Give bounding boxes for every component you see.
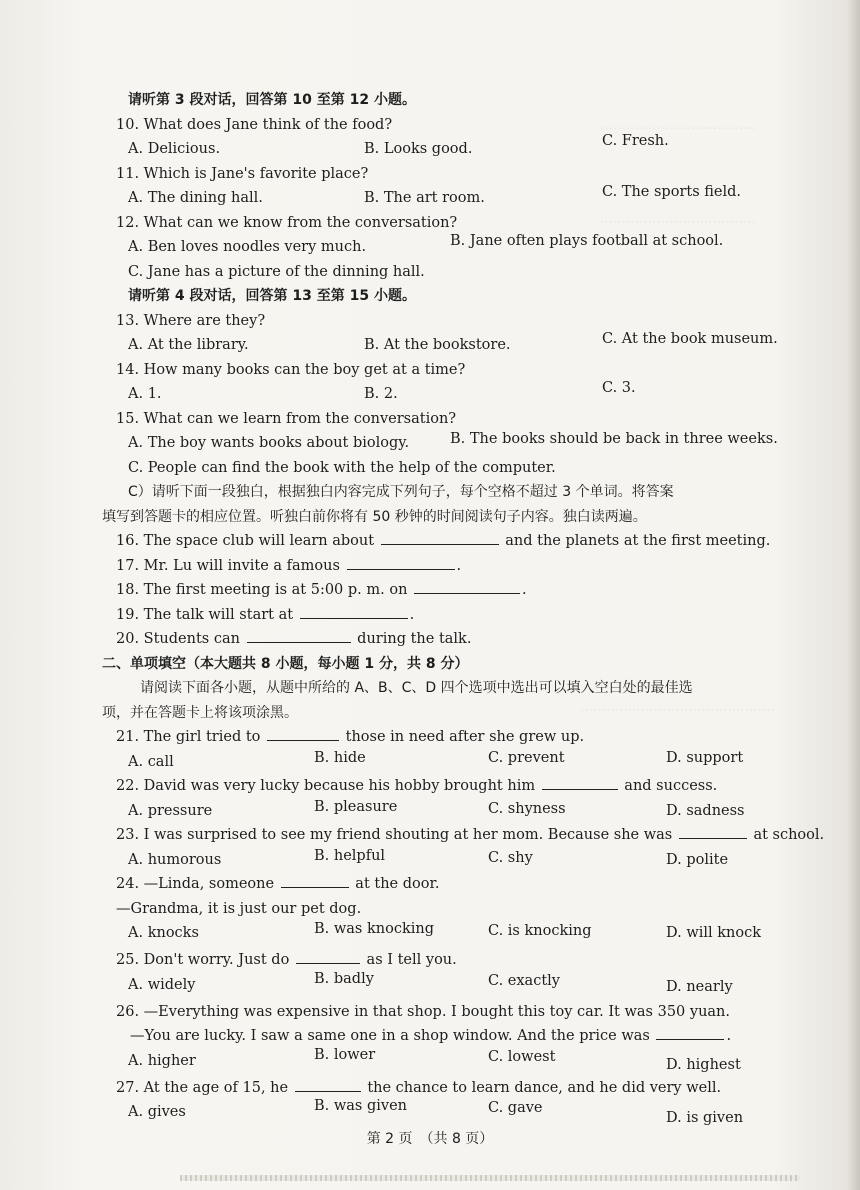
part-two-instruction-cont: 项，并在答题卡上将该项涂黑。 (102, 704, 298, 721)
answer-blank (656, 1025, 724, 1040)
options-15 (116, 431, 816, 456)
options-14 (116, 382, 816, 407)
options-23 (116, 848, 816, 873)
answer-blank (300, 604, 408, 619)
option-a: A. gives (128, 1104, 186, 1120)
question-25 (116, 948, 816, 973)
option-b: B. lower (314, 1046, 376, 1063)
part-two-title: 二、单项填空（本大题共 8 小题，每小题 1 分，共 8 分） (102, 655, 469, 672)
option-a: A. call (128, 753, 174, 770)
option-c: C. 3. (602, 380, 636, 396)
question-27 (116, 1076, 816, 1101)
stem-end: as I tell you. (366, 952, 457, 968)
answer-blank (281, 873, 349, 888)
options-25 (116, 970, 816, 1000)
options-27 (116, 1100, 816, 1127)
sentence-start: 16. The space club will learn about (116, 533, 375, 549)
page-edge-shadow (846, 0, 860, 1190)
option-c: C. shy (488, 849, 533, 866)
stem-end: the chance to learn dance, and he did very well. (367, 1079, 722, 1096)
option-b: B. The books should be back in three weeks. (450, 431, 778, 447)
bleed-through-text: ……………………………… (600, 212, 756, 227)
monologue-19 (116, 603, 816, 628)
option-b: B. Looks good. (364, 141, 473, 157)
bleed-through-text: ……………………………… (600, 118, 756, 133)
answer-blank (295, 1077, 361, 1092)
monologue-18 (116, 578, 816, 603)
option-c-15: C. People can find the book with the help of the computer. (128, 459, 556, 476)
option-d: D. sadness (666, 802, 745, 819)
options-11 (116, 186, 816, 211)
option-a: A. widely (128, 976, 196, 993)
dialogue-reply-24: —Grandma, it is just our pet dog. (116, 900, 362, 917)
section-header: 请听第 4 段对话，回答第 13 至第 15 小题。 (128, 288, 416, 304)
sentence-end: . (409, 606, 415, 623)
option-d: D. will knock (666, 925, 762, 941)
option-d: D. is given (666, 1110, 744, 1126)
option-c: C. Fresh. (602, 133, 669, 149)
option-b: B. The art room. (364, 190, 485, 206)
option-c: C. exactly (488, 972, 560, 989)
answer-blank (679, 824, 747, 839)
sentence-start: 20. Students can (116, 631, 240, 647)
options-13 (116, 333, 816, 358)
question-23 (116, 823, 825, 848)
question-11: 11. Which is Jane's favorite place? (116, 165, 369, 182)
options-24 (116, 921, 816, 948)
option-b: B. 2. (364, 386, 398, 402)
answer-blank (296, 949, 360, 964)
option-c: C. gave (488, 1100, 543, 1116)
stem-start: 24. —Linda, someone (116, 876, 275, 892)
option-b: B. was knocking (314, 921, 435, 937)
question-10: 10. What does Jane think of the food? (116, 116, 393, 133)
question-13: 13. Where are they? (116, 312, 266, 329)
section-header: 请听第 3 段对话，回答第 10 至第 12 小题。 (128, 92, 416, 108)
question-15: 15. What can we learn from the conversation? (116, 410, 457, 427)
question-24 (116, 872, 816, 897)
option-c: C. shyness (488, 800, 566, 817)
question-14: 14. How many books can the boy get at a time? (116, 361, 466, 378)
sentence-end: during the talk. (357, 631, 472, 647)
question-22 (116, 774, 816, 799)
answer-blank (414, 579, 520, 594)
sentence-start: 18. The first meeting is at 5:00 p. m. on (116, 582, 408, 598)
stem-start: 21. The girl tried to (116, 729, 261, 745)
option-a: A. At the library. (128, 337, 249, 353)
sentence-start: 19. The talk will start at (116, 606, 294, 623)
stem-end: at school. (753, 827, 825, 843)
monologue-20 (116, 627, 816, 652)
answer-blank (381, 530, 499, 545)
monologue-17 (116, 554, 816, 579)
option-c: C. The sports field. (602, 184, 742, 200)
sentence-end: and the planets at the first meeting. (505, 533, 771, 549)
sentence-end: . (522, 582, 527, 598)
stem-start: 25. Don't worry. Just do (116, 952, 290, 968)
stem-start: 23. I was surprised to see my friend shouting at her mom. Because she was (116, 827, 673, 843)
option-a: A. The boy wants books about biology. (128, 435, 410, 451)
options-21 (116, 750, 816, 775)
stem-end: . (726, 1028, 732, 1044)
exam-content (102, 88, 825, 1127)
stem-start: 22. David was very lucky because his hobby brought him (116, 778, 536, 794)
option-c: C. is knocking (488, 923, 592, 939)
option-b: B. badly (314, 970, 374, 987)
option-d: D. support (666, 749, 744, 766)
option-a: A. higher (128, 1052, 196, 1069)
stem-end: those in need after she grew up. (345, 729, 585, 745)
options-12 (116, 235, 816, 260)
stem-end: at the door. (355, 876, 440, 892)
stem-end: and success. (624, 778, 718, 794)
page-number: 第 2 页 （共 8 页） (366, 1131, 494, 1147)
option-c: C. At the book museum. (602, 331, 778, 347)
option-d: D. nearly (666, 978, 733, 995)
sentence-start: 17. Mr. Lu will invite a famous (116, 557, 340, 574)
sentence-end: . (456, 557, 462, 574)
option-b: B. helpful (314, 847, 386, 864)
scan-artifact (180, 1175, 800, 1181)
answer-blank (247, 628, 351, 643)
option-a: A. Delicious. (128, 141, 221, 157)
stem-start: —You are lucky. I saw a same one in a shop window. And the price was (130, 1028, 650, 1044)
stem-start: 27. At the age of 15, he (116, 1079, 289, 1096)
dialogue-reply-26 (116, 1024, 816, 1049)
option-b: B. At the bookstore. (364, 337, 511, 353)
options-10 (116, 133, 816, 162)
option-a: A. pressure (128, 802, 213, 819)
option-a: A. humorous (128, 851, 222, 868)
question-26: 26. —Everything was expensive in that shop. I bought this toy car. It was 350 yuan. (116, 1003, 731, 1020)
option-b: B. was given (314, 1098, 408, 1114)
bleed-through-text: ……………………………………… (580, 700, 775, 715)
option-b: B. pleasure (314, 798, 398, 815)
monologue-16 (116, 529, 816, 554)
answer-blank (347, 555, 455, 570)
option-b: B. hide (314, 749, 366, 766)
option-a: A. The dining hall. (128, 190, 263, 206)
option-c-12: C. Jane has a picture of the dinning hall. (128, 263, 425, 280)
question-12: 12. What can we know from the conversation? (116, 214, 458, 231)
option-c: C. lowest (488, 1048, 556, 1065)
answer-blank (542, 775, 618, 790)
option-d: D. highest (666, 1056, 741, 1073)
option-c: C. prevent (488, 749, 565, 766)
section-c-instruction-cont: 填写到答题卡的相应位置。听独白前你将有 50 秒钟的时间阅读句子内容。独白读两遍。 (102, 508, 647, 525)
options-26 (116, 1046, 816, 1076)
option-d: D. polite (666, 851, 729, 868)
section-c-instruction: C）请听下面一段独白，根据独白内容完成下列句子，每个空格不超过 3 个单词。将答案 (128, 484, 674, 500)
options-22 (116, 799, 816, 824)
option-a: A. Ben loves noodles very much. (128, 239, 367, 255)
answer-blank (267, 726, 339, 741)
option-a: A. 1. (128, 386, 162, 402)
option-a: A. knocks (128, 925, 199, 941)
part-two-instruction: 请阅读下面各小题，从题中所给的 A、B、C、D 四个选项中选出可以填入空白处的最佳选 (140, 680, 693, 696)
option-b: B. Jane often plays football at school. (450, 233, 724, 249)
